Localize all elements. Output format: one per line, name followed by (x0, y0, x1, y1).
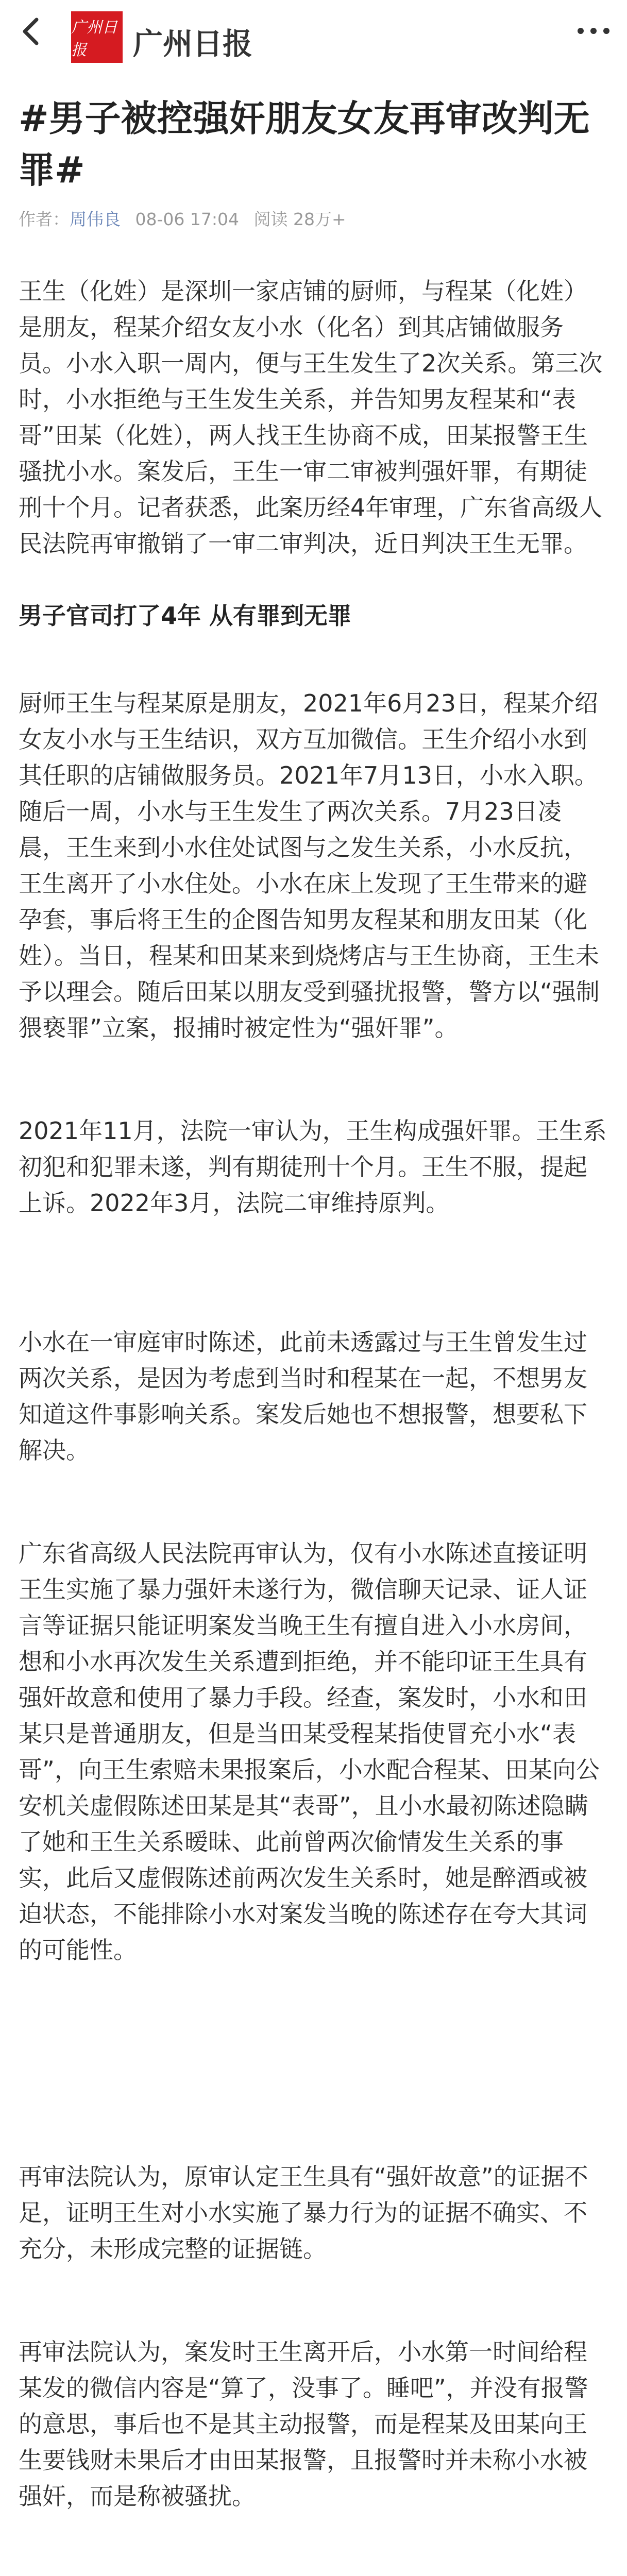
more-dots-icon (575, 21, 612, 41)
paragraph-body: 厨师王生与程某原是朋友，2021年6月23日，程某介绍女友小水与王生结识，双方互加微信。王生介绍小水到其任职的店铺做服务员。2021年7月13日，小水入职。随后一周，小水与王生发生了两次关系。7月23日凌晨，王生来到小水住处试图与之发生关系，小水反抗，王生离开了小水住处。小水在床上发现了王生带来的避孕套，事后将王生的企图告知男友程某和朋友田某（化姓）。当日，程某和田某来到烧烤店与王生协商，王生未予以理会。随后田某以朋友受到骚扰报警，警方以“强制猥亵罪”立案，报捕时被定性为“强奸罪”。 (19, 689, 600, 1042)
article-meta (19, 206, 355, 230)
view-count: 阅读 28万+ (253, 209, 346, 229)
paragraph-intro: 王生（化姓）是深圳一家店铺的厨师，与程某（化姓）是朋友，程某介绍女友小水（化名）到其店铺做服务员。小水入职一周内，便与王生发生了2次关系。第三次时，小水拒绝与王生发生关系，并告知男友程某和“表哥”田某（化姓），两人找王生协商不成，田某报警王生骚扰小水。案发后，王生一审二审被判强奸罪，有期徒刑十个月。记者获悉，此案历经4年审理，广东省高级人民法院再审撤销了一审二审判决，近日判决王生无罪。 (19, 277, 603, 557)
more-button[interactable] (575, 21, 612, 41)
paragraph-body: 再审法院认为，原审认定王生具有“强奸故意”的证据不足，证明王生对小水实施了暴力行为的证据不确实、不充分，未形成完整的证据链。 (19, 2163, 588, 2263)
author-label: 作者： (19, 209, 70, 229)
publish-date: 08-06 17:04 (135, 209, 239, 229)
section-heading: 男子官司打了4年 从有罪到无罪 (19, 602, 352, 630)
back-button[interactable] (13, 13, 49, 49)
app-name: 广州日报 (133, 26, 253, 61)
article-title: #男子被控强奸朋友女友再审改判无罪# (19, 97, 590, 191)
paragraph-body: 2021年11月，法院一审认为，王生构成强奸罪。王生系初犯和犯罪未遂，判有期徒刑十个月。王生不服，提起上诉。2022年3月，法院二审维持原判。 (19, 1117, 607, 1217)
app-logo: 广州日报 (71, 11, 123, 63)
top-bar (0, 0, 627, 72)
paragraph-body: 广东省高级人民法院再审认为，仅有小水陈述直接证明王生实施了暴力强奸未遂行为，微信聊天记录、证人证言等证据只能证明案发当晚王生有擅自进入小水房间，想和小水再次发生关系遭到拒绝，并不能印证王生具有强奸故意和使用了暴力手段。经查，案发时，小水和田某只是普通朋友，但是当田某受程某指使冒充小水“表哥”，向王生索赔未果报案后，小水配合程某、田某向公安机关虚假陈述田某是其“表哥”，且小水最初陈述隐瞒了她和王生关系暧昧、此前曾两次偷情发生关系的事实，此后又虚假陈述前两次发生关系时，她是醉酒或被迫状态，不能排除小水对案发当晚的陈述存在夸大其词的可能性。 (19, 1539, 600, 1964)
author-name[interactable]: 周伟良 (70, 209, 121, 229)
chevron-left-icon (13, 13, 49, 49)
paragraph-body: 再审法院认为，案发时王生离开后，小水第一时间给程某发的微信内容是“算了，没事了。睡吧”，并没有报警的意思，事后也不是其主动报警，而是程某及田某向王生要钱财未果后才由田某报警，且报警时并未称小水被强奸，而是称被骚扰。 (19, 2338, 588, 2510)
paragraph-body: 小水在一审庭审时陈述，此前未透露过与王生曾发生过两次关系，是因为考虑到当时和程某在一起，不想男友知道这件事影响关系。案发后她也不想报警，想要私下解决。 (19, 1328, 587, 1464)
